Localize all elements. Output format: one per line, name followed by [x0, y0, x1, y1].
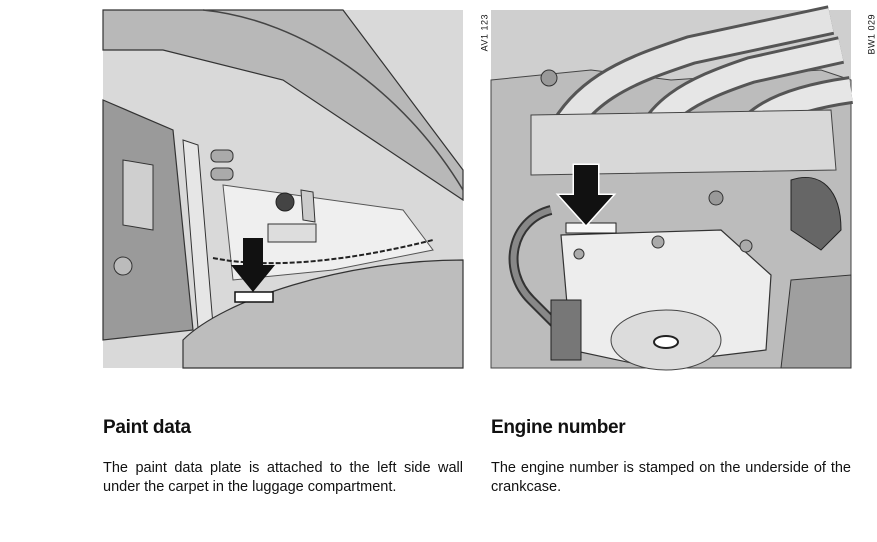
figure-code: BW1 029	[867, 14, 877, 55]
section-heading: Engine number	[491, 417, 626, 438]
section-heading: Paint data	[103, 417, 191, 438]
engine-number-illustration	[491, 10, 877, 368]
engine-drawing	[491, 10, 851, 368]
figure-code: AV1 123	[479, 14, 489, 52]
section-body: The engine number is stamped on the underside of the crankcase.	[491, 460, 851, 495]
paint-data-illustration	[103, 10, 489, 368]
section-body: The paint data plate is attached to the left side wall under the carpet in the luggage compartment.	[103, 460, 463, 495]
luggage-compartment-drawing	[103, 10, 463, 368]
